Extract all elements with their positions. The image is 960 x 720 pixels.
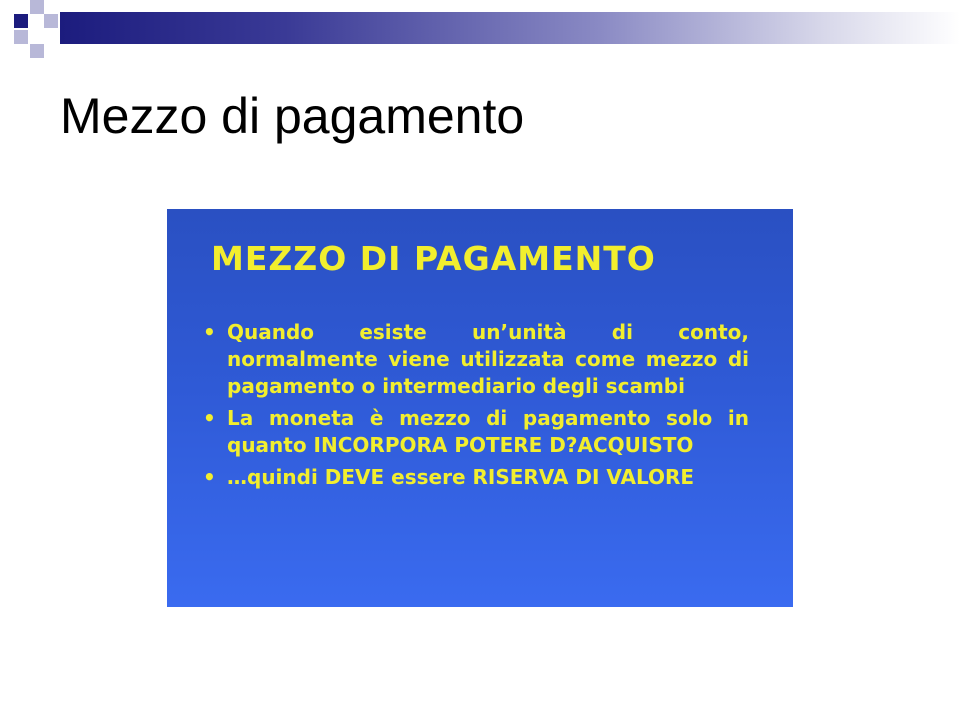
content-panel-image [167, 209, 793, 607]
decor-square [44, 14, 58, 28]
header-decoration [0, 0, 960, 60]
bullet-text: Quando esiste un’unità di conto, normalmente viene utilizzata come mezzo di pagamento o intermediario degli scambi [227, 320, 749, 398]
decor-square [14, 14, 28, 28]
bullet-text: La moneta è mezzo di pagamento solo in quanto INCORPORA POTERE D?ACQUISTO [227, 406, 749, 457]
bullet-dot-icon: • [203, 406, 216, 430]
bullet-dot-icon: • [203, 465, 216, 489]
header-gradient-bar [60, 12, 960, 44]
slide-title: Mezzo di pagamento [60, 88, 525, 144]
panel-title: MEZZO DI PAGAMENTO [211, 239, 656, 278]
decor-square [30, 0, 44, 14]
bullet-item [203, 405, 749, 459]
bullet-dot-icon: • [203, 320, 216, 344]
bullet-item [203, 319, 749, 400]
bullet-item [203, 464, 749, 491]
decor-square [14, 30, 28, 44]
bullet-text: …quindi DEVE essere RISERVA DI VALORE [227, 465, 695, 489]
decor-square [30, 44, 44, 58]
bullet-list [203, 319, 749, 496]
